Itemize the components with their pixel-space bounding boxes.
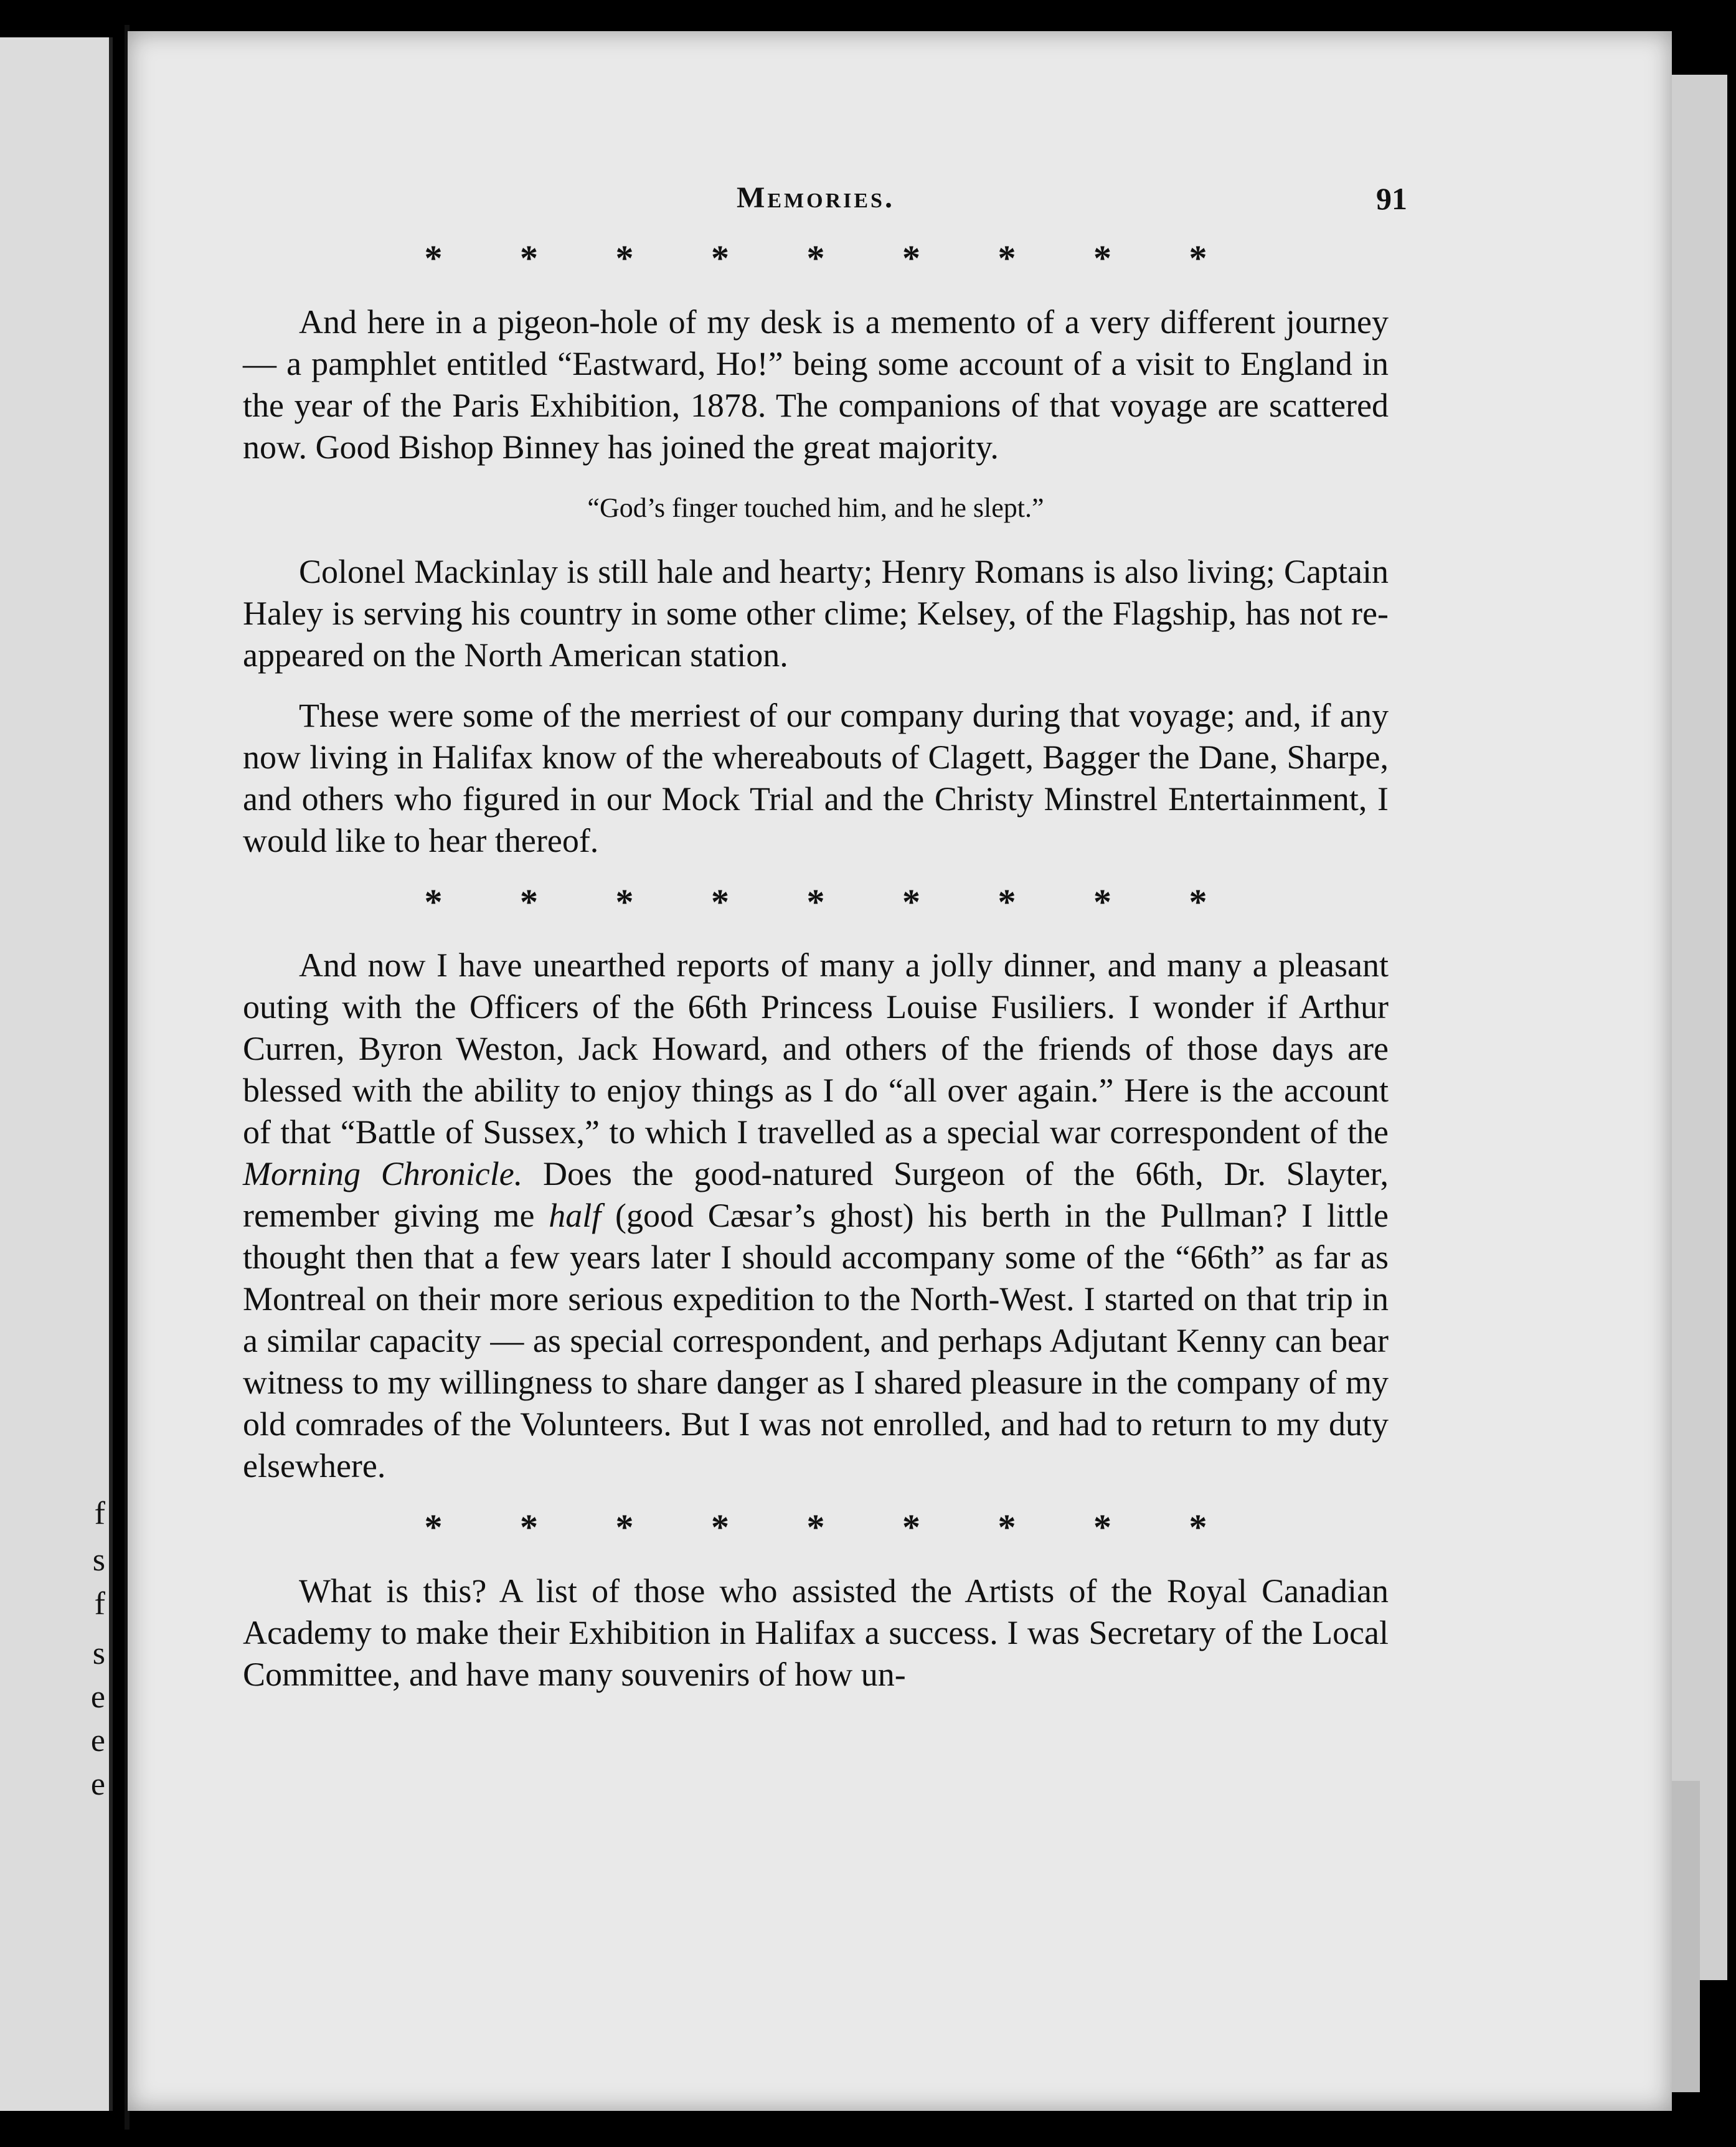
- paragraph-text: And now I have unearthed reports of many a jolly dinner, and many a pleasant outing with the Officers of the 66th Princess Louise Fusiliers. I wonder if Arthur Curren, Byron Weston, Jack Howard, and others of the friends of those days are blessed with the ability to enjoy things as I do “all over again.” Here is the account of that “Battle of Sussex,” to which I travelled as a special war correspondent of the: [243, 946, 1389, 1151]
- paragraph: Colonel Mackinlay is still hale and hearty; Henry Romans is also living; Captain Haley is serving his country in some other clime; Kelsey, of the Flagship, has not re-appeared on the North American station.: [243, 552, 1389, 674]
- edge-letter: s: [92, 1636, 105, 1671]
- section-separator: * * * * * * * * *: [424, 238, 1207, 278]
- paragraph: These were some of the merriest of our company during that voyage; and, if any now living in Halifax know of the whereabouts of Clagett, Bagger the Dane, Sharpe, and others who figured in our Mock Trial and the Christy Minstrel Entertainment, I would like to hear thereof.: [243, 696, 1389, 859]
- page-content: [243, 181, 1407, 1714]
- paragraph-text: (good Cæsar’s ghost) his berth in the Pullman? I little thought then that a few years later I should accompany some of the “66th” as far as Montreal on their more serious expedition to the North-West. I started on that trip in a similar capacity — as special correspondent, and perhaps Adjutant Kenny can bear witness to my willingness to share danger as I shared pleasure in the company of my old comrades of the Volunteers. But I was not enrolled, and had to return to my duty elsewhere.: [243, 1197, 1389, 1485]
- paragraph: [243, 945, 1389, 1487]
- italic-text: half: [549, 1197, 601, 1235]
- edge-letter: f: [94, 1586, 105, 1621]
- paragraph: What is this? A list of those who assisted the Artists of the Royal Canadian Academy to make their Exhibition in Halifax a success. I was Secretary of the Local Committee, and have many souvenirs of how un-: [243, 1572, 1389, 1693]
- page-header: [243, 181, 1407, 230]
- page-number: 91: [1376, 181, 1407, 216]
- section-separator: * * * * * * * * *: [424, 1507, 1207, 1548]
- paragraph-text: Does the good-natured Surgeon of the 66th, Dr. Slayter, remember giving me: [243, 1155, 1389, 1235]
- left-page-strip: [0, 37, 113, 2111]
- running-head: Memories.: [737, 181, 895, 214]
- edge-letter: e: [90, 1767, 105, 1802]
- quotation: “God’s finger touched him, and he slept.”: [587, 492, 1044, 523]
- edge-letter: f: [94, 1496, 105, 1531]
- edge-letter: s: [92, 1542, 105, 1578]
- section-separator: * * * * * * * * *: [424, 881, 1207, 922]
- italic-text: Morning Chronicle.: [243, 1155, 523, 1193]
- edge-letter: e: [90, 1679, 105, 1715]
- edge-letter: e: [90, 1723, 105, 1758]
- paragraph: And here in a pigeon-hole of my desk is a memento of a very different journey — a pamphlet entitled “Eastward, Ho!” being some account of a visit to England in the year of the Paris Exhibition, 1878. The companions of that voyage are scattered now. Good Bishop Binney has joined the great majority.: [243, 303, 1389, 466]
